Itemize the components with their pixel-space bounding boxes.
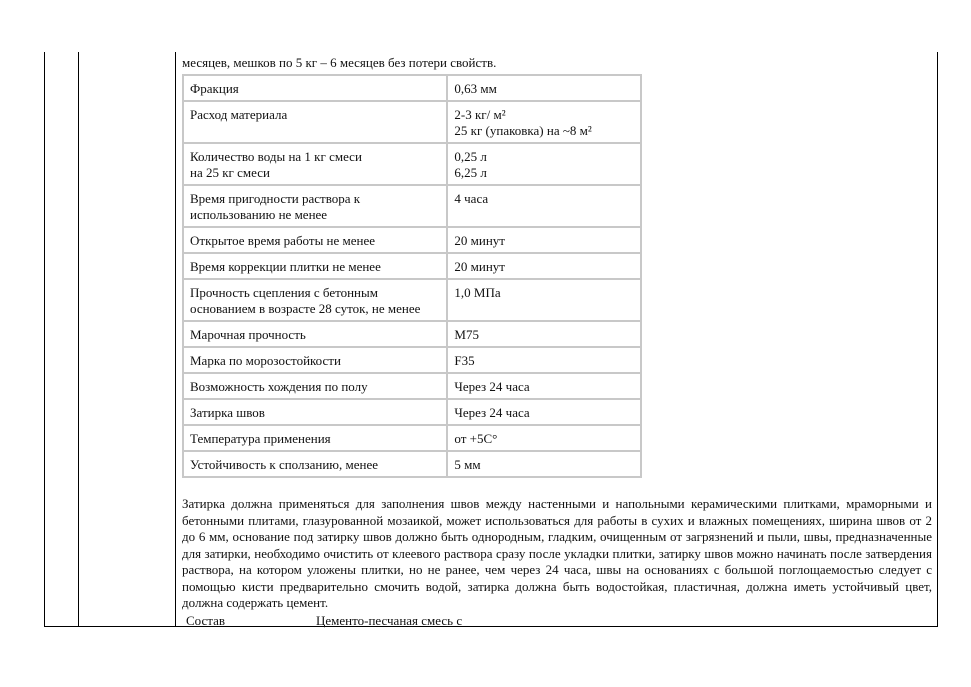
- spec-value-line: Через 24 часа: [454, 379, 530, 394]
- spec-value-line: М75: [454, 327, 479, 342]
- column-divider-2: [175, 52, 176, 627]
- spec-key-line: Открытое время работы не менее: [190, 233, 376, 248]
- description-paragraph: Затирка должна применяться для заполнения швов между настенными и напольными керамическими плитками, мраморными и бетонными плитами, глазурованной мозаикой, может использоваться для работы в сухих и влажных помещениях, ширина швов от 2 до 6 мм, основание под затирку швов должно быть однородным, гладким, очищенным от загрязнений и пыли, швы, предназначенные для затирки, необходимо очистить от клеевого раствора сразу после укладки плитки, затирку швов можно начинать после затвердения раствора, на котором уложены плитки, но не ранее, чем через 24 часа, швы на основаниях с большой поглощаемостью следует с помощью кисти предварительно смочить водой, затирка должна быть водостойкая, пластичная, должна иметь устойчивый цвет, должна содержать цемент.: [182, 496, 932, 610]
- spec-key-line: использованию не менее: [190, 207, 328, 222]
- spec-table: [182, 74, 642, 478]
- spec-key-line: Время коррекции плитки не менее: [190, 259, 381, 274]
- spec-key-line: Затирка швов: [190, 405, 265, 420]
- top-text-line: месяцев, мешков по 5 кг – 6 месяцев без потери свойств.: [182, 55, 497, 70]
- spec-key-line: Количество воды на 1 кг смеси: [190, 149, 362, 164]
- spec-key-line: на 25 кг смеси: [190, 165, 270, 180]
- spec-key-cell: [183, 227, 447, 253]
- spec-key-cell: [183, 101, 447, 143]
- outer-left-border: [44, 52, 45, 627]
- spec-value-line: 0,25 л: [454, 149, 487, 164]
- spec-value-cell: [447, 321, 641, 347]
- spec-value-cell: [447, 101, 641, 143]
- spec-value-line: от +5С°: [454, 431, 498, 446]
- spec-value-cell: [447, 253, 641, 279]
- spec-key-line: Температура применения: [190, 431, 331, 446]
- spec-row: [183, 399, 641, 425]
- spec-value-line: 0,63 мм: [454, 81, 497, 96]
- spec-row: [183, 425, 641, 451]
- spec-key-cell: [183, 425, 447, 451]
- outer-right-border: [937, 52, 938, 627]
- spec-value-cell: [447, 279, 641, 321]
- spec-row: [183, 373, 641, 399]
- spec-key-line: Марочная прочность: [190, 327, 306, 342]
- spec-row: [183, 75, 641, 101]
- spec-value-line: F35: [454, 353, 475, 368]
- spec-row: [183, 321, 641, 347]
- spec-key-line: основанием в возрасте 28 суток, не менее: [190, 301, 421, 316]
- spec-value-cell: [447, 373, 641, 399]
- spec-row: [183, 279, 641, 321]
- spec-value-line: 5 мм: [454, 457, 481, 472]
- spec-key-cell: [183, 321, 447, 347]
- spec-value-line: 4 часа: [454, 191, 489, 206]
- spec-key-line: Время пригодности раствора к: [190, 191, 361, 206]
- composition-value: Цементо-песчаная смесь с: [316, 613, 463, 628]
- spec-key-cell: [183, 347, 447, 373]
- spec-value-line: 1,0 МПа: [454, 285, 501, 300]
- spec-row: [183, 253, 641, 279]
- composition-label: Состав: [186, 613, 226, 628]
- spec-value-line: 20 минут: [454, 259, 505, 274]
- spec-value-line: 25 кг (упаковка) на ~8 м²: [454, 123, 592, 138]
- spec-key-cell: [183, 279, 447, 321]
- spec-value-line: Через 24 часа: [454, 405, 530, 420]
- spec-value-line: 2-3 кг/ м²: [454, 107, 506, 122]
- spec-value-cell: [447, 399, 641, 425]
- row-divider: [44, 626, 938, 627]
- spec-row: [183, 101, 641, 143]
- spec-value-cell: [447, 451, 641, 477]
- spec-key-line: Устойчивость к сползанию, менее: [190, 457, 379, 472]
- spec-value-cell: [447, 185, 641, 227]
- spec-value-cell: [447, 347, 641, 373]
- spec-key-cell: [183, 185, 447, 227]
- column-divider-1: [78, 52, 79, 627]
- spec-row: [183, 185, 641, 227]
- spec-value-cell: [447, 143, 641, 185]
- spec-key-line: Фракция: [190, 81, 239, 96]
- spec-key-cell: [183, 75, 447, 101]
- spec-key-line: Возможность хождения по полу: [190, 379, 368, 394]
- spec-row: [183, 451, 641, 477]
- spec-row: [183, 227, 641, 253]
- spec-value-line: 20 минут: [454, 233, 505, 248]
- spec-key-cell: [183, 399, 447, 425]
- spec-value-cell: [447, 75, 641, 101]
- spec-value-line: 6,25 л: [454, 165, 487, 180]
- spec-value-cell: [447, 227, 641, 253]
- spec-row: [183, 347, 641, 373]
- spec-row: [183, 143, 641, 185]
- spec-key-cell: [183, 451, 447, 477]
- spec-key-line: Прочность сцепления с бетонным: [190, 285, 378, 300]
- spec-value-cell: [447, 425, 641, 451]
- spec-key-line: Марка по морозостойкости: [190, 353, 341, 368]
- spec-key-line: Расход материала: [190, 107, 288, 122]
- spec-key-cell: [183, 143, 447, 185]
- spec-key-cell: [183, 253, 447, 279]
- spec-key-cell: [183, 373, 447, 399]
